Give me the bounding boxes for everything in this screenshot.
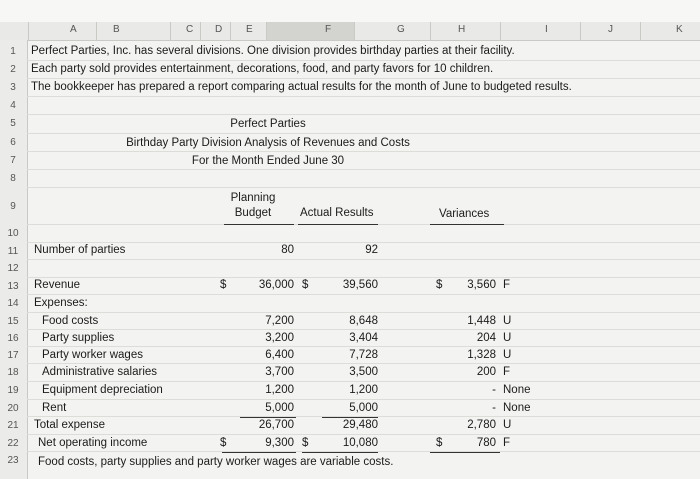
toolbar-strip	[0, 0, 700, 23]
expense-budget[interactable]: 7,200	[265, 315, 294, 327]
row-header-8[interactable]: 8	[10, 173, 16, 184]
net-income-variance-dollar: $	[436, 437, 443, 449]
expense-budget[interactable]: 3,700	[265, 366, 294, 378]
column-header-i[interactable]: I	[545, 24, 548, 35]
row-header-6[interactable]: 6	[10, 137, 16, 148]
expense-budget[interactable]: 6,400	[265, 349, 294, 361]
row-header-9[interactable]: 9	[10, 201, 16, 212]
net-income-double-underline-budget	[222, 452, 296, 453]
expense-actual[interactable]: 5,000	[349, 402, 378, 414]
column-header-b[interactable]: B	[113, 24, 120, 35]
parties-actual[interactable]: 92	[365, 244, 378, 256]
row-header-2[interactable]: 2	[10, 64, 16, 75]
subtotal-underline-actual	[322, 417, 378, 418]
row-header-21[interactable]: 21	[7, 420, 19, 431]
expense-flag[interactable]: U	[503, 349, 512, 361]
header-underline-variances	[430, 224, 504, 225]
planning-budget-header-2[interactable]: Budget	[234, 207, 272, 219]
expense-flag[interactable]: None	[503, 402, 531, 414]
header-underline-budget	[224, 224, 294, 225]
expense-flag[interactable]: None	[503, 384, 531, 396]
expense-variance[interactable]: -	[492, 384, 496, 396]
net-income-budget-dollar: $	[220, 437, 227, 449]
parties-label[interactable]: Number of parties	[34, 244, 126, 256]
total-expense-label[interactable]: Total expense	[34, 419, 105, 431]
column-header-h[interactable]: H	[458, 24, 466, 35]
actual-results-header[interactable]: Actual Results	[300, 207, 374, 219]
expense-flag[interactable]: U	[503, 332, 512, 344]
report-period[interactable]: For the Month Ended June 30	[191, 155, 345, 167]
total-expense-flag[interactable]: U	[503, 419, 512, 431]
revenue-label[interactable]: Revenue	[34, 279, 81, 291]
row-header-7[interactable]: 7	[10, 155, 16, 166]
expense-label[interactable]: Equipment depreciation	[42, 384, 163, 396]
revenue-variance[interactable]: 3,560	[467, 279, 496, 291]
expense-budget[interactable]: 3,200	[265, 332, 294, 344]
expense-variance[interactable]: 1,448	[467, 315, 496, 327]
row-header-11[interactable]: 11	[7, 246, 19, 257]
expense-budget[interactable]: 1,200	[265, 384, 294, 396]
expense-flag[interactable]: F	[503, 366, 511, 378]
row-header-23[interactable]: 23	[7, 455, 19, 466]
expense-variance[interactable]: 1,328	[467, 349, 496, 361]
column-header-j[interactable]: J	[608, 24, 613, 35]
row-header-20[interactable]: 20	[7, 403, 19, 414]
total-expense-actual[interactable]: 29,480	[342, 419, 378, 431]
column-header-e[interactable]: E	[246, 24, 253, 35]
revenue-budget[interactable]: 36,000	[258, 279, 294, 291]
expense-label[interactable]: Food costs	[42, 315, 99, 327]
row-header-3[interactable]: 3	[10, 82, 16, 93]
expense-actual[interactable]: 3,500	[349, 366, 378, 378]
row-header-1[interactable]: 1	[10, 46, 16, 57]
row-header-12[interactable]: 12	[7, 263, 19, 274]
planning-budget-header-1[interactable]: Planning	[230, 192, 276, 204]
intro-line-1[interactable]: Perfect Parties, Inc. has several divisions. One division provides birthday parties at their facility.	[31, 45, 515, 57]
expense-actual[interactable]: 8,648	[349, 315, 378, 327]
row-header-22[interactable]: 22	[7, 438, 19, 449]
revenue-variance-dollar: $	[436, 279, 443, 291]
column-header-bar	[0, 22, 700, 41]
revenue-actual[interactable]: 39,560	[342, 279, 378, 291]
net-income-variance[interactable]: 780	[476, 437, 496, 449]
net-income-double-underline-variance	[430, 452, 500, 453]
row-header-13[interactable]: 13	[7, 281, 19, 292]
expense-label[interactable]: Rent	[42, 402, 67, 414]
variable-cost-note[interactable]: Food costs, party supplies and party worker wages are variable costs.	[38, 456, 394, 468]
net-income-flag[interactable]: F	[503, 437, 511, 449]
report-title[interactable]: Birthday Party Division Analysis of Revenues and Costs	[126, 137, 410, 149]
expense-actual[interactable]: 1,200	[349, 384, 378, 396]
variances-header[interactable]: Variances	[439, 208, 490, 220]
row-header-10[interactable]: 10	[7, 228, 19, 239]
revenue-actual-dollar: $	[302, 279, 309, 291]
expense-actual[interactable]: 7,728	[349, 349, 378, 361]
row-header-5[interactable]: 5	[10, 118, 16, 129]
intro-line-2[interactable]: Each party sold provides entertainment, decorations, food, and party favors for 10 children.	[31, 63, 494, 75]
net-income-budget[interactable]: 9,300	[265, 437, 294, 449]
column-header-k[interactable]: K	[676, 24, 683, 35]
header-underline-actual	[298, 224, 378, 225]
row-header-17[interactable]: 17	[7, 350, 19, 361]
expense-variance[interactable]: 204	[476, 332, 496, 344]
expense-label[interactable]: Party supplies	[42, 332, 115, 344]
row-header-14[interactable]: 14	[7, 298, 19, 309]
net-income-double-underline-actual	[302, 452, 378, 453]
net-income-actual[interactable]: 10,080	[342, 437, 378, 449]
expense-budget[interactable]: 5,000	[265, 402, 294, 414]
expense-variance[interactable]: -	[492, 402, 496, 414]
net-income-actual-dollar: $	[302, 437, 309, 449]
selected-column-highlight	[266, 22, 354, 40]
row-header-16[interactable]: 16	[7, 333, 19, 344]
parties-budget[interactable]: 80	[281, 244, 294, 256]
total-expense-variance[interactable]: 2,780	[467, 419, 496, 431]
report-company[interactable]: Perfect Parties	[230, 118, 306, 130]
subtotal-underline-budget	[240, 417, 296, 418]
row-header-19[interactable]: 19	[7, 385, 19, 396]
row-header-18[interactable]: 18	[7, 367, 19, 378]
revenue-budget-dollar: $	[220, 279, 227, 291]
column-header-f[interactable]: F	[325, 24, 332, 35]
expense-actual[interactable]: 3,404	[349, 332, 378, 344]
expense-label[interactable]: Party worker wages	[42, 349, 143, 361]
column-header-d[interactable]: D	[215, 24, 223, 35]
row-header-15[interactable]: 15	[7, 316, 19, 327]
expenses-label[interactable]: Expenses:	[34, 297, 88, 309]
intro-line-3[interactable]: The bookkeeper has prepared a report comparing actual results for the month of June to budgeted results.	[31, 81, 572, 93]
expense-label[interactable]: Administrative salaries	[42, 366, 158, 378]
expense-flag[interactable]: U	[503, 315, 512, 327]
row-header-4[interactable]: 4	[10, 100, 16, 111]
column-header-c[interactable]: C	[186, 24, 194, 35]
revenue-flag[interactable]: F	[503, 279, 511, 291]
column-header-a[interactable]: A	[70, 24, 77, 35]
column-header-g[interactable]: G	[397, 24, 405, 35]
net-income-label[interactable]: Net operating income	[38, 437, 148, 449]
expense-variance[interactable]: 200	[476, 366, 496, 378]
total-expense-budget[interactable]: 26,700	[258, 419, 294, 431]
